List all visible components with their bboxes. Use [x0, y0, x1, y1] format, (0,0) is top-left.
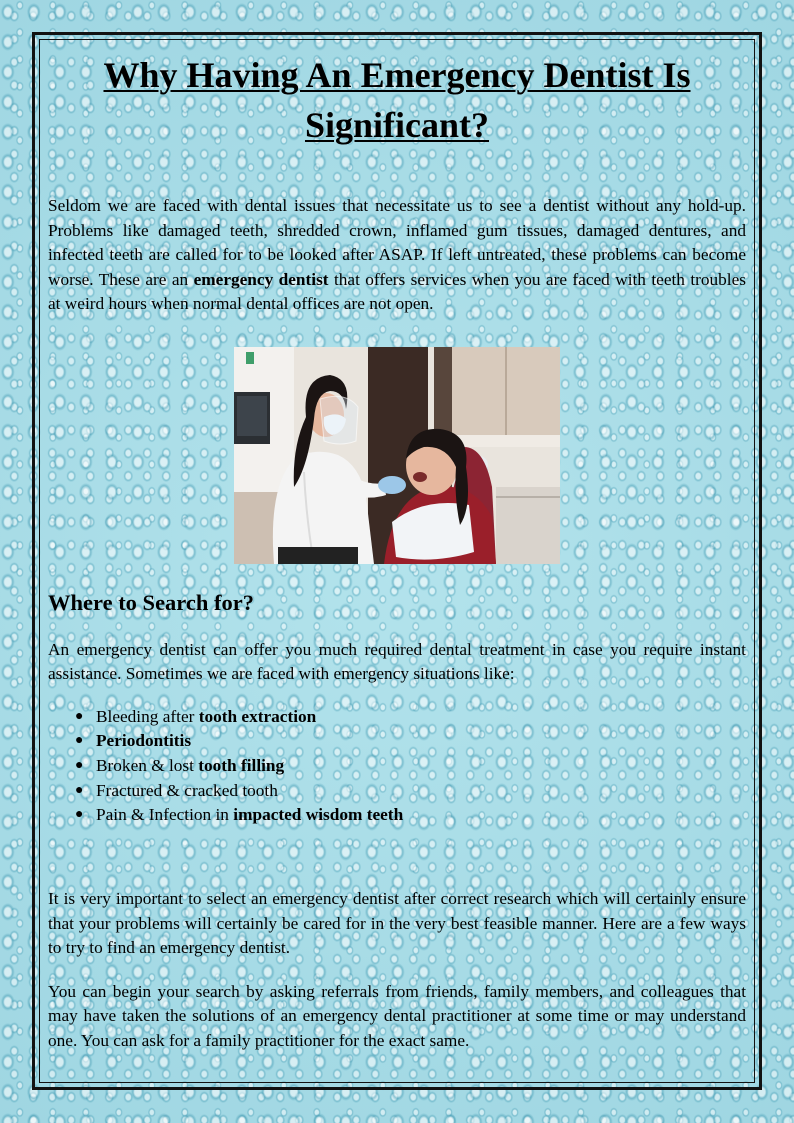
- article: [48, 50, 746, 1053]
- list-item: ● Broken & lost tooth filling: [96, 754, 746, 779]
- emergency-dentist-keyword: emergency dentist: [193, 269, 329, 289]
- referrals-paragraph: You can begin your search by asking referrals from friends, family members, and colleagues that may have taken the solutions of an emergency dental practitioner at some time or may understand one. You can ask for a family practitioner for the exact same.: [48, 981, 746, 1050]
- emergency-list: [48, 705, 746, 829]
- section-heading: Where to Search for?: [48, 589, 254, 615]
- section-paragraph: An emergency dentist can offer you much required dental treatment in case you require instant assistance. Sometimes we are faced with emergency situations like:: [48, 639, 746, 683]
- page-title: Why Having An Emergency Dentist Is Significant?: [103, 55, 691, 145]
- list-keyword: impacted wisdom teeth: [233, 805, 404, 825]
- intro-text-end: that offers services when you are faced with teeth troubles at weird hours when normal dental offices are not open.: [48, 269, 747, 313]
- list-item: [75, 729, 746, 754]
- intro-paragraph: [48, 194, 746, 317]
- bullet-icon: ●: [75, 807, 84, 823]
- list-keyword: tooth filling: [198, 755, 285, 775]
- dentist-photo: [234, 347, 560, 564]
- list-item: ● Fractured & cracked tooth: [96, 779, 746, 804]
- list-item: ● Bleeding after tooth extraction: [96, 705, 746, 730]
- list-keyword: tooth extraction: [198, 706, 317, 726]
- intro-text-start: Seldom we are faced with dental issues that necessitate us to see a dentist without any hold-up. Problems like damaged teeth, shredded crown, inflamed gum tissues, damaged dentures, and infected teeth are called for to be looked after ASAP. If left untreated, these problems can become worse. These are an: [48, 196, 746, 289]
- dentist-photo-illustration: [234, 347, 560, 564]
- list-item: ● Pain & Infection in impacted wisdom teeth: [96, 803, 746, 828]
- bullet-icon: ●: [75, 708, 84, 724]
- list-keyword: Periodontitis: [96, 731, 192, 751]
- bullet-icon: ●: [75, 733, 84, 749]
- bullet-icon: ●: [75, 782, 84, 798]
- bullet-icon: ●: [75, 757, 84, 773]
- research-paragraph: It is very important to select an emergency dentist after correct research which will certainly ensure that your problems will certainly be cared for in the very best feasible manner. Here are a few ways to try to find an emergency dentist.: [48, 889, 746, 958]
